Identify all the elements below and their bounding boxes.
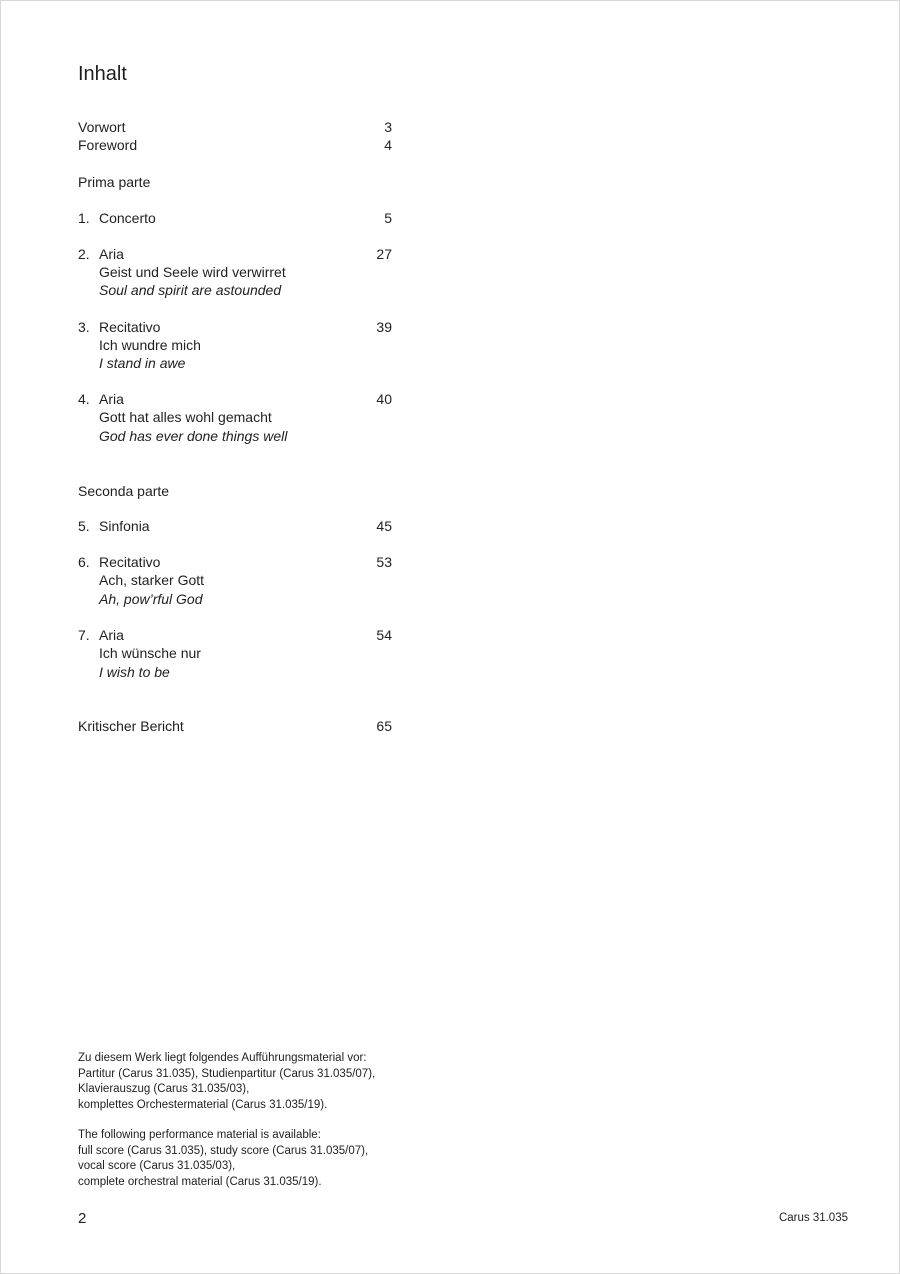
toc-page: 39	[376, 319, 392, 335]
toc-label: Kritischer Bericht	[78, 718, 184, 734]
toc-page: 54	[376, 627, 392, 643]
material-line: full score (Carus 31.035), study score (Carus 31.035/07),	[78, 1144, 369, 1157]
toc-entry-5	[78, 517, 392, 535]
toc-number: 2.	[78, 246, 90, 262]
toc-english-title: Ah, pow’rful God	[99, 591, 203, 607]
toc-number: 3.	[78, 319, 90, 335]
toc-entry-3	[78, 318, 392, 336]
toc-german-title: Ach, starker Gott	[99, 572, 205, 588]
section-heading-seconda-parte	[78, 482, 392, 500]
toc-page: 45	[376, 518, 392, 534]
toc-german-title: Ich wundre mich	[99, 337, 201, 353]
toc-label: Concerto	[99, 210, 156, 226]
section-heading-label: Seconda parte	[78, 483, 170, 499]
toc-english-title: I stand in awe	[99, 355, 186, 371]
toc-english-title: Soul and spirit are astounded	[99, 282, 282, 298]
toc-label: Aria	[99, 391, 124, 407]
toc-label: Aria	[99, 627, 124, 643]
toc-entry-vorwort	[78, 118, 392, 136]
toc-entry-7	[78, 626, 392, 644]
page-title: Inhalt	[78, 63, 127, 85]
toc-label: Recitativo	[99, 554, 161, 570]
toc-label: Foreword	[78, 137, 138, 153]
toc-german-title: Geist und Seele wird verwirret	[99, 264, 286, 280]
toc-page: 65	[376, 718, 392, 734]
toc-label: Vorwort	[78, 119, 126, 135]
performance-material-german	[78, 1051, 498, 1113]
toc-number: 6.	[78, 554, 90, 570]
material-line: The following performance material is available:	[78, 1129, 321, 1141]
toc-entry-4	[78, 390, 392, 408]
section-heading-label: Prima parte	[78, 174, 151, 190]
toc-entry-6	[78, 553, 392, 571]
material-line: complete orchestral material (Carus 31.035/19).	[78, 1175, 322, 1188]
toc-entry-2	[78, 245, 392, 263]
toc-page: 53	[376, 554, 392, 570]
toc-entry-1	[78, 209, 392, 227]
performance-material-english	[78, 1128, 498, 1190]
toc-page: 3	[384, 119, 392, 135]
material-line: Zu diesem Werk liegt folgendes Aufführungsmaterial vor:	[78, 1052, 367, 1064]
catalog-number: Carus 31.035	[778, 1212, 848, 1224]
section-heading-prima-parte	[78, 173, 392, 191]
toc-number: 5.	[78, 518, 90, 534]
toc-page: 4	[384, 137, 392, 153]
toc-english-title: I wish to be	[99, 664, 170, 680]
toc-german-title: Ich wünsche nur	[99, 645, 201, 661]
toc-entry-kritischer-bericht	[78, 717, 392, 735]
toc-english-title: God has ever done things well	[99, 428, 288, 444]
toc-number: 7.	[78, 627, 90, 643]
toc-page: 27	[376, 246, 392, 262]
material-line: Partitur (Carus 31.035), Studienpartitur (Carus 31.035/07),	[78, 1067, 376, 1080]
toc-label: Sinfonia	[99, 518, 150, 534]
toc-page: 40	[376, 391, 392, 407]
toc-entry-foreword	[78, 136, 392, 154]
toc-page: 5	[384, 210, 392, 226]
material-line: Klavierauszug (Carus 31.035/03),	[78, 1083, 250, 1095]
toc-label: Aria	[99, 246, 124, 262]
material-line: vocal score (Carus 31.035/03),	[78, 1160, 236, 1172]
page-number: 2	[78, 1210, 87, 1227]
toc-number: 4.	[78, 391, 90, 407]
toc-german-title: Gott hat alles wohl gemacht	[99, 409, 272, 425]
toc-number: 1.	[78, 210, 90, 226]
material-line: komplettes Orchestermaterial (Carus 31.035/19).	[78, 1098, 328, 1111]
toc-label: Recitativo	[99, 319, 161, 335]
